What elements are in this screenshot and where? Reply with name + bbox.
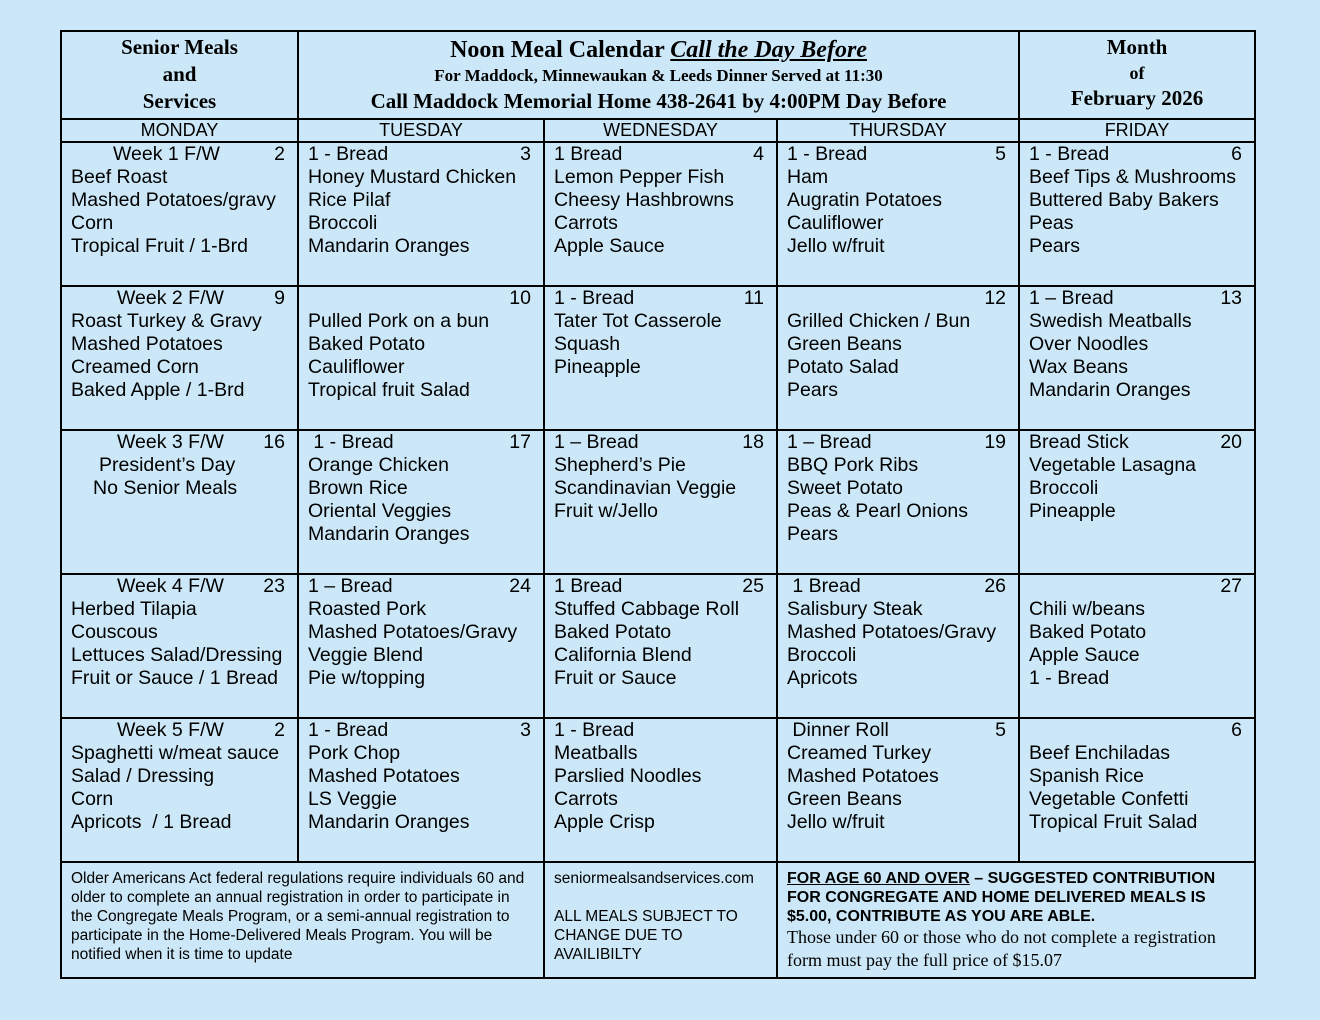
menu-item: Pork Chop [308, 742, 401, 764]
day-cell-friday [1019, 286, 1255, 430]
menu-item: Mandarin Oranges [308, 811, 470, 833]
cell-heading: 1 – Bread [1029, 287, 1114, 309]
org-name: Senior Meals and Services [61, 31, 298, 119]
date-number: 13 [1220, 287, 1243, 309]
menu-item: Augratin Potatoes [787, 189, 943, 211]
date-number: 10 [509, 287, 531, 309]
day-cell-friday [1019, 718, 1255, 862]
registration-notice: Older Americans Act federal regulations require individuals 60 and older to complete an annual registration in order to participate in the Congregate Meals Program, or a semi-annual registration to participate in the Home-Delivered Meals Program. You will be notified when it is time to update [61, 862, 544, 978]
week-row [61, 430, 1255, 574]
cell-heading: 1 – Bread [554, 431, 639, 453]
menu-item: Tropical fruit Salad [308, 379, 470, 401]
date-number: 3 [520, 143, 531, 165]
menu-item: Vegetable Confetti [1029, 788, 1189, 810]
website-text: seniormealsandservices.com [554, 870, 754, 887]
day-cell-tuesday [298, 430, 544, 574]
month-label: Month of February 2026 [1019, 31, 1255, 119]
menu-item: Fruit w/Jello [554, 500, 659, 522]
age-label: FOR AGE 60 AND OVER [787, 870, 970, 887]
calendar-header [61, 31, 1255, 119]
menu-item: Baked Potato [308, 333, 426, 355]
day-cell-thursday [777, 718, 1019, 862]
day-cell-friday [1019, 142, 1255, 286]
menu-item: Beef Tips & Mushrooms [1029, 166, 1237, 188]
cell-heading: 1 - Bread [308, 143, 389, 165]
day-cell-monday [61, 574, 298, 718]
date-number: 18 [742, 431, 764, 453]
menu-item: Fruit or Sauce [554, 667, 677, 689]
menu-item: Shepherd’s Pie [554, 454, 686, 476]
menu-item: Wax Beans [1029, 356, 1129, 378]
date-number: 16 [263, 431, 285, 453]
menu-item: Apple Sauce [554, 235, 665, 257]
menu-item: Apricots / 1 Bread [71, 811, 232, 833]
menu-item: BBQ Pork Ribs [787, 454, 919, 476]
menu-item: Corn [71, 212, 114, 234]
cell-heading: Week 4 F/W [117, 575, 224, 597]
menu-item: Pie w/topping [308, 667, 426, 689]
day-friday: FRIDAY [1019, 119, 1255, 142]
menu-item: Tropical Fruit / 1-Brd [71, 235, 248, 257]
menu-item: Jello w/fruit [787, 235, 885, 257]
contribution-notice [777, 862, 1255, 978]
website-notice [544, 862, 777, 978]
menu-item: Jello w/fruit [787, 811, 885, 833]
menu-item: Grilled Chicken / Bun [787, 310, 971, 332]
menu-item: Over Noodles [1029, 333, 1149, 355]
menu-item: Baked Potato [1029, 621, 1147, 643]
menu-item: Pears [1029, 235, 1080, 257]
menu-item: 1 - Bread [1029, 667, 1110, 689]
menu-item: Lettuces Salad/Dressing [71, 644, 283, 666]
week-row [61, 142, 1255, 286]
menu-item: Beef Roast [71, 166, 168, 188]
menu-item: Mashed Potatoes/Gravy [308, 621, 518, 643]
date-number: 2 [274, 143, 285, 165]
date-number: 12 [984, 287, 1007, 309]
contribution-text: – SUGGESTED CONTRIBUTION FOR CONGREGATE AND HOME DELIVERED MEALS IS $5.00, CONTRIBUTE AS YOU ARE ABLE. [787, 870, 1216, 925]
date-number: 5 [995, 143, 1007, 165]
calendar-title: Noon Meal Calendar Call the Day Before [450, 37, 867, 63]
menu-item: Pears [787, 379, 838, 401]
week-row [61, 718, 1255, 862]
menu-item: Salisbury Steak [787, 598, 923, 620]
date-number: 27 [1220, 575, 1243, 597]
footer-row [61, 862, 1255, 978]
day-cell-monday [61, 286, 298, 430]
menu-item: Swedish Meatballs [1029, 310, 1192, 332]
menu-item: Mandarin Oranges [308, 235, 470, 257]
day-cell-friday [1019, 430, 1255, 574]
availability-notice: ALL MEALS SUBJECT TO CHANGE DUE TO AVAILIBILTY [554, 908, 738, 963]
menu-item: Tropical Fruit Salad [1029, 811, 1198, 833]
day-tuesday: TUESDAY [298, 119, 544, 142]
menu-item: Rice Pilaf [308, 189, 391, 211]
menu-item: Sweet Potato [787, 477, 903, 499]
day-cell-thursday [777, 286, 1019, 430]
day-cell-tuesday [298, 286, 544, 430]
cell-heading: 1 - Bread [787, 143, 868, 165]
week-row [61, 286, 1255, 430]
day-cell-wednesday [544, 718, 777, 862]
day-cell-monday [61, 718, 298, 862]
menu-item: Veggie Blend [308, 644, 423, 666]
menu-item: Broccoli [1029, 477, 1099, 499]
date-number: 20 [1220, 431, 1243, 453]
menu-item: Cauliflower [787, 212, 884, 234]
cell-heading: 1 - Bread [554, 287, 635, 309]
menu-item: Fruit or Sauce / 1 Bread [71, 667, 279, 689]
menu-item: Salad / Dressing [71, 765, 215, 787]
menu-item: Potato Salad [787, 356, 899, 378]
menu-item: California Blend [554, 644, 692, 666]
day-cell-tuesday [298, 574, 544, 718]
menu-item: Broccoli [308, 212, 378, 234]
menu-item: Beef Enchiladas [1029, 742, 1170, 764]
cell-heading: Week 1 F/W [113, 143, 220, 165]
menu-item: Ham [787, 166, 829, 188]
menu-item: Green Beans [787, 788, 902, 810]
meal-calendar [60, 30, 1256, 979]
cell-heading: 1 – Bread [308, 575, 393, 597]
menu-item: Herbed Tilapia [71, 598, 197, 620]
cell-heading: Week 2 F/W [117, 287, 224, 309]
full-price-text: Those under 60 or those who do not complete a registration form must pay the full price of $15.07 [787, 927, 1216, 970]
menu-item: Peas & Pearl Onions [787, 500, 969, 522]
menu-item: Peas [1029, 212, 1074, 234]
menu-item: Pulled Pork on a bun [308, 310, 490, 332]
menu-item: Scandinavian Veggie [554, 477, 737, 499]
menu-item: Mashed Potatoes [71, 333, 223, 355]
date-number: 23 [263, 575, 285, 597]
menu-item: LS Veggie [308, 788, 397, 810]
menu-item: Mashed Potatoes/Gravy [787, 621, 997, 643]
day-cell-tuesday [298, 718, 544, 862]
cell-heading: 1 Bread [554, 575, 623, 597]
calendar-title-block [298, 31, 1019, 119]
menu-item: Parslied Noodles [554, 765, 702, 787]
date-number: 17 [509, 431, 531, 453]
menu-item: Buttered Baby Bakers [1029, 189, 1219, 211]
cell-heading: Week 5 F/W [117, 719, 224, 741]
menu-item: Spaghetti w/meat sauce [71, 742, 280, 764]
service-note: For Maddock, Minnewaukan & Leeds Dinner Served at 11:30 [434, 66, 883, 85]
menu-item: Spanish Rice [1029, 765, 1144, 787]
cell-heading: Dinner Roll [787, 719, 889, 741]
menu-item: President’s Day [99, 454, 236, 476]
menu-item: Cheesy Hashbrowns [554, 189, 734, 211]
day-cell-wednesday [544, 286, 777, 430]
cell-heading: 1 - Bread [1029, 143, 1110, 165]
menu-item: Vegetable Lasagna [1029, 454, 1197, 476]
menu-item: Cauliflower [308, 356, 405, 378]
cell-heading: 1 - Bread [308, 719, 389, 741]
date-number: 3 [520, 719, 531, 741]
menu-item: Broccoli [787, 644, 857, 666]
date-number: 19 [984, 431, 1007, 453]
menu-item: Lemon Pepper Fish [554, 166, 725, 188]
date-number: 26 [984, 575, 1007, 597]
menu-item: Carrots [554, 212, 618, 234]
date-number: 6 [1231, 143, 1243, 165]
cell-heading: 1 Bread [554, 143, 623, 165]
menu-item: Mandarin Oranges [1029, 379, 1191, 401]
cell-heading: 1 – Bread [787, 431, 872, 453]
day-cell-tuesday [298, 142, 544, 286]
date-number: 9 [274, 287, 285, 309]
menu-item: Orange Chicken [308, 454, 449, 476]
menu-item: Pears [787, 523, 838, 545]
menu-item: Pineapple [554, 356, 641, 378]
menu-item: Roast Turkey & Gravy [71, 310, 262, 332]
call-instructions: Call Maddock Memorial Home 438-2641 by 4:00PM Day Before [370, 89, 947, 113]
day-cell-wednesday [544, 142, 777, 286]
cell-heading: 1 - Bread [554, 719, 635, 741]
date-number: 4 [753, 143, 764, 165]
menu-item: Chili w/beans [1029, 598, 1146, 620]
cell-heading: Week 3 F/W [117, 431, 224, 453]
weekday-header [61, 119, 1255, 142]
menu-item: Brown Rice [308, 477, 408, 499]
day-monday: MONDAY [61, 119, 298, 142]
menu-item: Carrots [554, 788, 618, 810]
menu-item: Couscous [71, 621, 158, 643]
day-cell-friday [1019, 574, 1255, 718]
menu-item: Roasted Pork [308, 598, 427, 620]
menu-item: Pineapple [1029, 500, 1116, 522]
menu-item: Stuffed Cabbage Roll [554, 598, 740, 620]
menu-item: Mashed Potatoes/gravy [71, 189, 276, 211]
menu-item: Corn [71, 788, 114, 810]
day-cell-thursday [777, 430, 1019, 574]
menu-item: Meatballs [554, 742, 638, 764]
menu-item: No Senior Meals [93, 477, 238, 499]
date-number: 5 [995, 719, 1007, 741]
menu-item: Apple Crisp [554, 811, 655, 833]
cell-heading: 1 - Bread [308, 431, 394, 453]
menu-item: Tater Tot Casserole [554, 310, 722, 332]
menu-item: Creamed Corn [71, 356, 199, 378]
day-cell-thursday [777, 142, 1019, 286]
week-row [61, 574, 1255, 718]
cell-heading: 1 Bread [787, 575, 861, 597]
menu-item: Baked Apple / 1-Brd [71, 379, 245, 401]
date-number: 11 [743, 287, 764, 309]
date-number: 24 [509, 575, 531, 597]
menu-item: Mandarin Oranges [308, 523, 470, 545]
day-cell-thursday [777, 574, 1019, 718]
menu-item: Apple Sauce [1029, 644, 1140, 666]
menu-item: Mashed Potatoes [787, 765, 939, 787]
menu-item: Oriental Veggies [308, 500, 452, 522]
day-thursday: THURSDAY [777, 119, 1019, 142]
day-wednesday: WEDNESDAY [544, 119, 777, 142]
day-cell-monday [61, 142, 298, 286]
menu-item: Apricots [787, 667, 858, 689]
menu-item: Creamed Turkey [787, 742, 932, 764]
menu-item: Honey Mustard Chicken [308, 166, 517, 188]
date-number: 2 [274, 719, 285, 741]
day-cell-monday [61, 430, 298, 574]
menu-item: Squash [554, 333, 621, 355]
menu-item: Green Beans [787, 333, 902, 355]
day-cell-wednesday [544, 574, 777, 718]
menu-item: Mashed Potatoes [308, 765, 460, 787]
cell-heading: Bread Stick [1029, 431, 1129, 453]
menu-item: Baked Potato [554, 621, 672, 643]
day-cell-wednesday [544, 430, 777, 574]
date-number: 6 [1231, 719, 1243, 741]
date-number: 25 [742, 575, 764, 597]
